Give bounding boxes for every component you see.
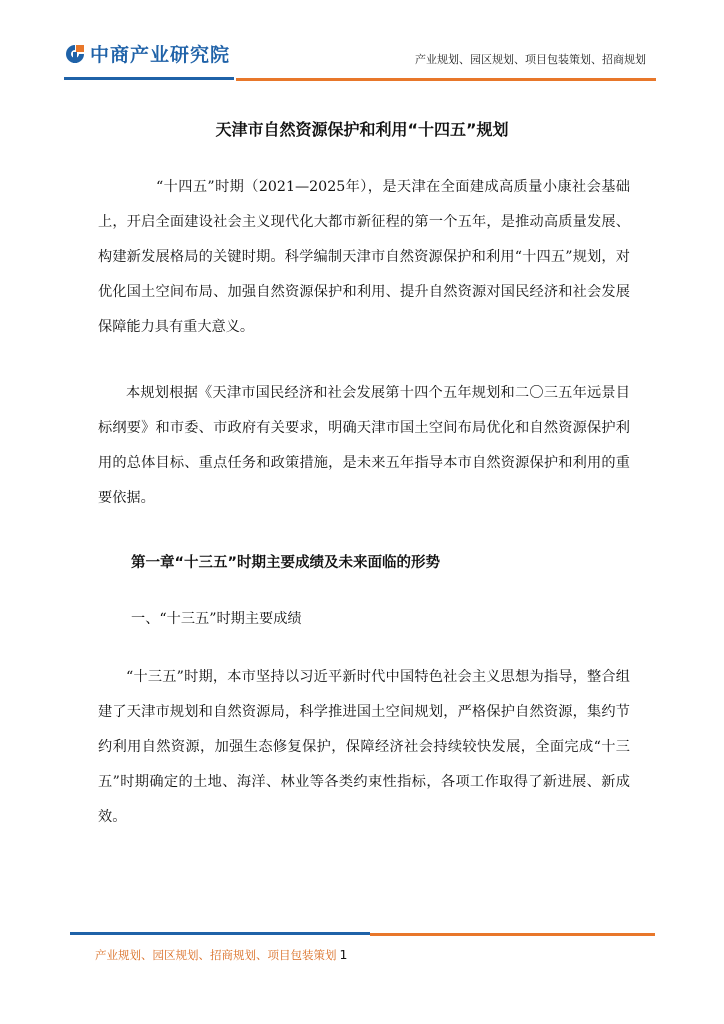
company-logo-icon: [64, 43, 86, 65]
chapter-heading: 第一章“十三五”时期主要成绩及未来面临的形势: [131, 555, 441, 571]
footer-rule-orange: [370, 933, 655, 936]
section-paragraph: “十三五”时期，本市坚持以习近平新时代中国特色社会主义思想为指导，整合组建了天津市规划和自然资源局，科学推进国土空间规划，严格保护自然资源，集约节约利用自然资源，加强生态修复保护，保障经济社会持续较快发展，全面完成“十三五”时期确定的土地、海洋、林业等各类约束性指标，各项工作取得了新进展、新成效。: [98, 669, 630, 825]
section-heading: 一、“十三五”时期主要成绩: [131, 611, 302, 627]
header-rule-blue: [64, 77, 234, 80]
company-name: 中商产业研究院: [90, 44, 231, 66]
footer: [95, 947, 347, 963]
page-number: 1: [339, 947, 348, 962]
footer-rule-blue: [70, 932, 370, 935]
intro-paragraph: “十四五”时期（2021—2025年），是天津在全面建成高质量小康社会基础上，开启全面建设社会主义现代化大都市新征程的第一个五年，是推动高质量发展、构建新发展格局的关键时期。科学编制天津市自然资源保护和利用“十四五”规划，对优化国土空间布局、加强自然资源保护和利用、提升自然资源对国民经济和社会发展保障能力具有重大意义。: [98, 179, 630, 335]
company-logo: [64, 40, 230, 67]
header-rule-orange: [236, 78, 656, 81]
document-title: 天津市自然资源保护和利用“十四五”规划: [215, 120, 509, 139]
header-tagline: 产业规划、园区规划、项目包装策划、招商规划: [415, 53, 646, 66]
footer-tagline: 产业规划、园区规划、招商规划、项目包装策划: [95, 948, 337, 962]
basis-paragraph: 本规划根据《天津市国民经济和社会发展第十四个五年规划和二〇三五年远景目标纲要》和市委、市政府有关要求，明确天津市国土空间布局优化和自然资源保护利用的总体目标、重点任务和政策措施，是未来五年指导本市自然资源保护和利用的重要依据。: [98, 385, 630, 506]
